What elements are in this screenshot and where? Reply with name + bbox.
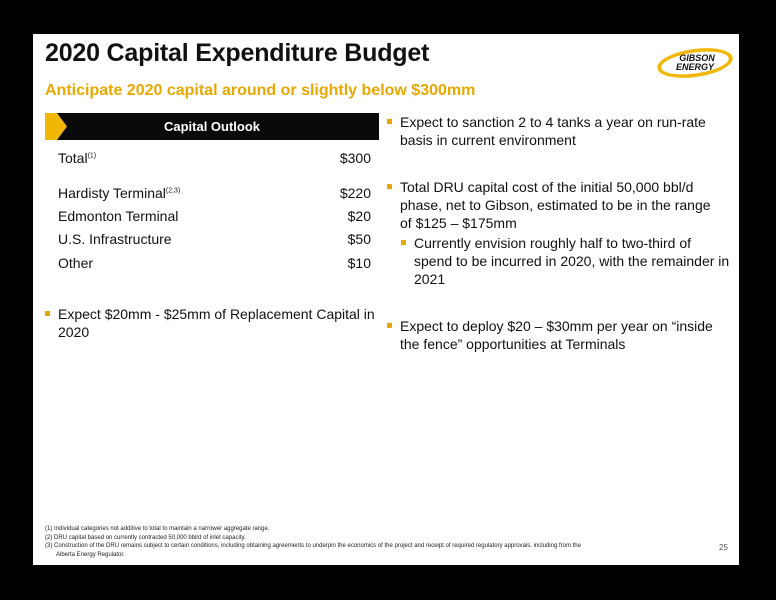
outlook-row-edmonton (58, 208, 371, 224)
outlook-row-other (58, 255, 371, 271)
footnote-3-cont: Alberta Energy Regulator. (56, 551, 125, 558)
footnotes (45, 525, 705, 559)
logo-text-top: GIBSON (679, 53, 715, 63)
row-label: Hardisty Terminal (58, 185, 166, 201)
row-label: Other (58, 255, 94, 271)
row-value: $300 (339, 150, 371, 166)
row-value: $20 (347, 208, 371, 224)
sub-bullet: Currently envision roughly half to two-third of spend to be incurred in 2020, with the remainder in 2021 (414, 234, 730, 288)
row-value: $10 (347, 255, 371, 271)
footnote-1: (1) Individual categories not additive to total to maintain a narrower aggregate range. (45, 526, 270, 532)
outlook-row-hardisty (58, 185, 371, 201)
bullet-square-icon (387, 184, 392, 189)
left-bullet: Expect $20mm - $25mm of Replacement Capital in 2020 (58, 305, 376, 341)
bullet-square-icon (401, 240, 406, 245)
page-title: 2020 Capital Expenditure Budget (45, 39, 430, 67)
footnote-2: (2) DRU capital based on currently contracted 50,000 bbl/d of inlet capacity. (45, 534, 246, 541)
bullet-square-icon (387, 119, 392, 124)
row-note: (2,3) (165, 187, 181, 195)
outlook-row-us (58, 231, 371, 247)
outlook-total-row (58, 150, 371, 166)
slide (33, 34, 739, 565)
row-label: Edmonton Terminal (58, 208, 179, 224)
page-number: 25 (719, 543, 728, 552)
capital-outlook-header (45, 113, 379, 140)
bullet-square-icon (45, 311, 50, 316)
page-subtitle: Anticipate 2020 capital around or slightly below $300mm (45, 82, 476, 99)
bullet-square-icon (387, 323, 392, 328)
capital-outlook-label: Capital Outlook (163, 119, 261, 134)
right-bullet-fence: Expect to deploy $20 – $30mm per year on “inside the fence” opportunities at Terminals (400, 317, 725, 353)
logo-text-bottom: ENERGY (675, 62, 715, 72)
row-value: $50 (347, 231, 371, 247)
row-label: U.S. Infrastructure (58, 231, 172, 247)
row-value: $220 (339, 185, 371, 201)
footnote-3: (3) Construction of the DRU remains subject to certain conditions, including obtaining agreements to underpin the economics of the project and receipt of required regulatory approvals, including from the (45, 543, 581, 549)
right-bullet-tanks: Expect to sanction 2 to 4 tanks a year on run-rate basis in current environment (400, 113, 720, 149)
row-note: (1) (87, 152, 97, 160)
right-bullet-dru: Total DRU capital cost of the initial 50,000 bbl/d phase, net to Gibson, estimated to be in the range of $125 – $175mm (400, 178, 725, 232)
row-label: Total (58, 150, 88, 166)
gibson-energy-logo (655, 42, 735, 82)
